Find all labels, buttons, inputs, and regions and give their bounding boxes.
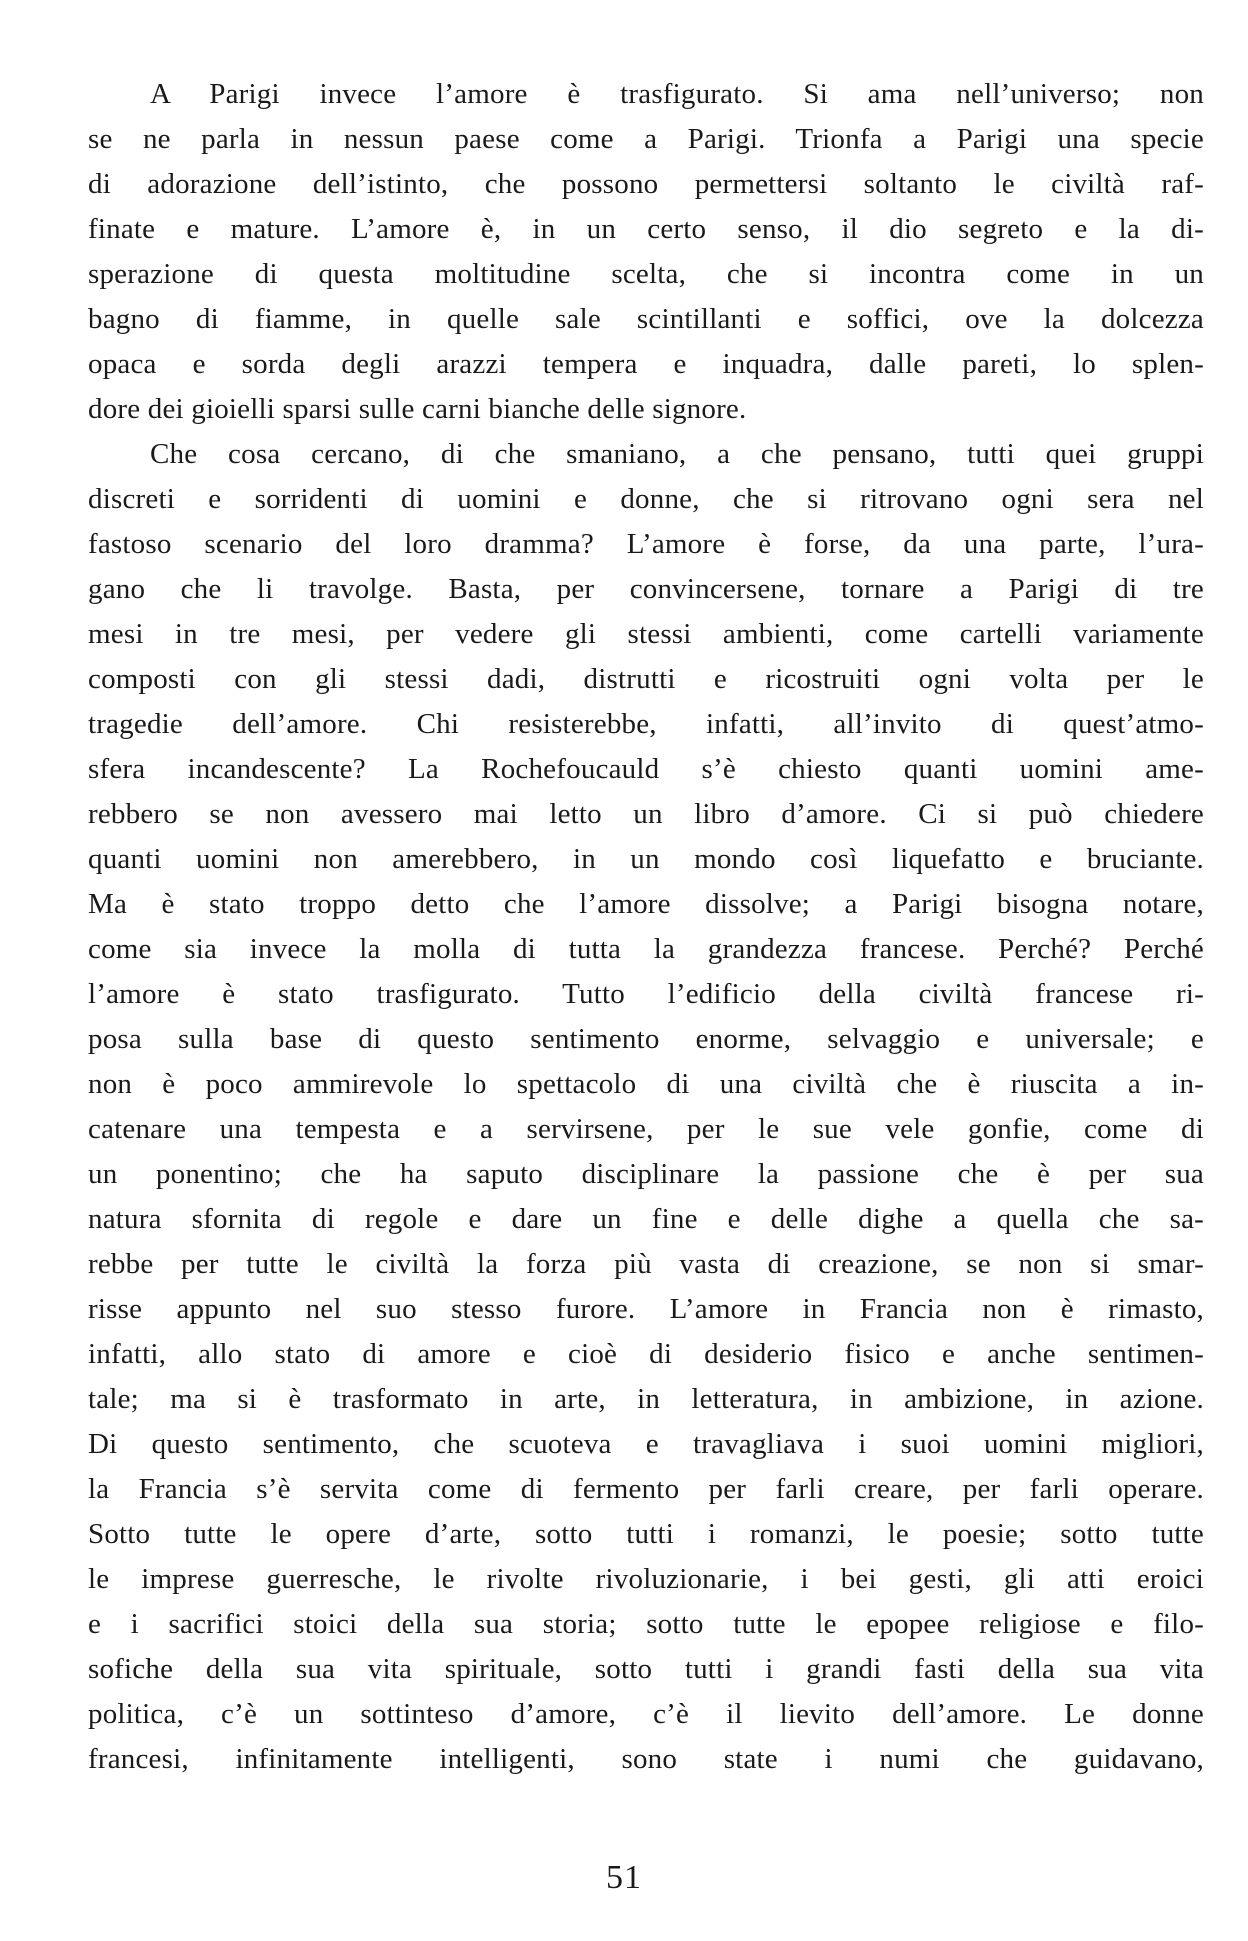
text-line: Di questo sentimento, che scuoteva e travagliava i suoi uomini migliori, <box>88 1428 1204 1460</box>
text-line: non è poco ammirevole lo spettacolo di una civiltà che è riuscita a in- <box>88 1068 1204 1100</box>
text-line: natura sfornita di regole e dare un fine e delle dighe a quella che sa- <box>88 1203 1204 1235</box>
text-line: mesi in tre mesi, per vedere gli stessi ambienti, come cartelli variamente <box>88 618 1204 650</box>
text-line: quanti uomini non amerebbero, in un mondo così liquefatto e bruciante. <box>88 843 1204 875</box>
text-line: catenare una tempesta e a servirsene, per le sue vele gonfie, come di <box>88 1113 1204 1145</box>
text-line: come sia invece la molla di tutta la grandezza francese. Perché? Perché <box>88 933 1204 965</box>
text-line: francesi, infinitamente intelligenti, sono state i numi che guidavano, <box>88 1743 1204 1775</box>
text-line: tragedie dell’amore. Chi resisterebbe, infatti, all’invito di quest’atmo- <box>88 708 1204 740</box>
text-line: A Parigi invece l’amore è trasfigurato. Si ama nell’universo; non <box>150 78 1204 110</box>
text-line: opaca e sorda degli arazzi tempera e inquadra, dalle pareti, lo splen- <box>88 348 1204 380</box>
text-line: Che cosa cercano, di che smaniano, a che pensano, tutti quei gruppi <box>150 438 1204 470</box>
text-line: Ma è stato troppo detto che l’amore dissolve; a Parigi bisogna notare, <box>88 888 1204 920</box>
text-line: risse appunto nel suo stesso furore. L’amore in Francia non è rimasto, <box>88 1293 1204 1325</box>
text-line: un ponentino; che ha saputo disciplinare la passione che è per sua <box>88 1158 1204 1190</box>
text-line: composti con gli stessi dadi, distrutti e ricostruiti ogni volta per le <box>88 663 1204 695</box>
text-line: sfera incandescente? La Rochefoucauld s’è chiesto quanti uomini ame- <box>88 753 1204 785</box>
text-line: discreti e sorridenti di uomini e donne, che si ritrovano ogni sera nel <box>88 483 1204 515</box>
text-line: e i sacrifici stoici della sua storia; sotto tutte le epopee religiose e filo- <box>88 1608 1204 1640</box>
text-line: Sotto tutte le opere d’arte, sotto tutti i romanzi, le poesie; sotto tutte <box>88 1518 1204 1550</box>
text-line: infatti, allo stato di amore e cioè di desiderio fisico e anche sentimen- <box>88 1338 1204 1370</box>
text-line: tale; ma si è trasformato in arte, in letteratura, in ambizione, in azione. <box>88 1383 1204 1415</box>
text-line: la Francia s’è servita come di fermento per farli creare, per farli operare. <box>88 1473 1204 1505</box>
text-line: bagno di fiamme, in quelle sale scintillanti e soffici, ove la dolcezza <box>88 303 1204 335</box>
text-line: finate e mature. L’amore è, in un certo senso, il dio segreto e la di- <box>88 213 1204 245</box>
text-line: politica, c’è un sottinteso d’amore, c’è il lievito dell’amore. Le donne <box>88 1698 1204 1730</box>
text-line: di adorazione dell’istinto, che possono permettersi soltanto le civiltà raf- <box>88 168 1204 200</box>
text-line: dore dei gioielli sparsi sulle carni bianche delle signore. <box>88 393 747 425</box>
text-line: posa sulla base di questo sentimento enorme, selvaggio e universale; e <box>88 1023 1204 1055</box>
text-line: se ne parla in nessun paese come a Parigi. Trionfa a Parigi una specie <box>88 123 1204 155</box>
text-line: sperazione di questa moltitudine scelta, che si incontra come in un <box>88 258 1204 290</box>
text-line: le imprese guerresche, le rivolte rivoluzionarie, i bei gesti, gli atti eroici <box>88 1563 1204 1595</box>
page-number: 51 <box>606 1859 642 1896</box>
text-line: sofiche della sua vita spirituale, sotto tutti i grandi fasti della sua vita <box>88 1653 1204 1685</box>
text-line: fastoso scenario del loro dramma? L’amore è forse, da una parte, l’ura- <box>88 528 1204 560</box>
body-text <box>88 72 1204 1782</box>
text-line: rebbe per tutte le civiltà la forza più vasta di creazione, se non si smar- <box>88 1248 1204 1280</box>
text-line: rebbero se non avessero mai letto un libro d’amore. Ci si può chiedere <box>88 798 1204 830</box>
text-line: l’amore è stato trasfigurato. Tutto l’edificio della civiltà francese ri- <box>88 978 1204 1010</box>
text-line: gano che li travolge. Basta, per convincersene, tornare a Parigi di tre <box>88 573 1204 605</box>
